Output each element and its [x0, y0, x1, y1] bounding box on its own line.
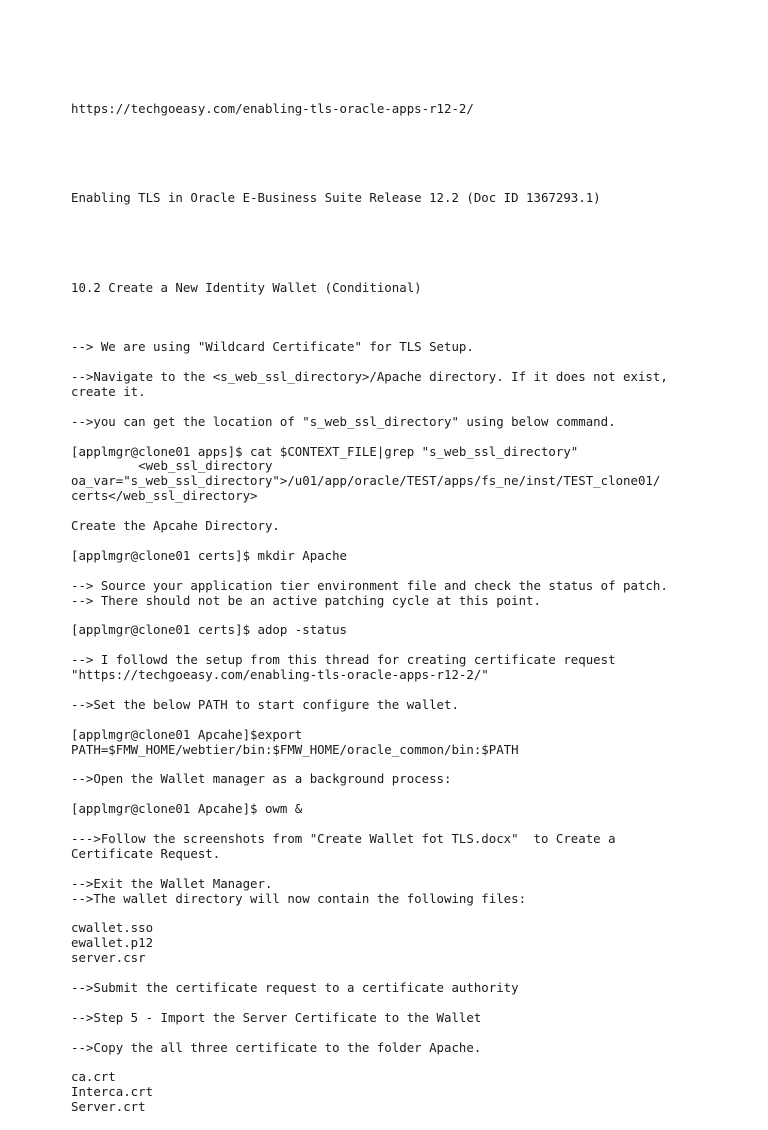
section-title-line: [71, 251, 711, 326]
text-line: --> There should not be an active patching cycle at this point.: [71, 592, 541, 608]
document-title-line: [71, 161, 711, 236]
text-line: -->Navigate to the <s_web_ssl_directory>/Apache directory. If it does not exist,: [71, 369, 668, 385]
text-line: Certificate Request.: [71, 845, 221, 861]
text-line: [applmgr@clone01 apps]$ cat $CONTEXT_FILE|grep "s_web_ssl_directory": [71, 443, 579, 459]
text-line: --> Source your application tier environment file and check the status of patch.: [71, 577, 668, 593]
paragraph: [71, 1011, 711, 1026]
paragraph: [71, 1041, 711, 1056]
paragraph: [71, 445, 711, 505]
text-line: certs</web_ssl_directory>: [71, 488, 258, 504]
paragraph: [71, 802, 711, 817]
text-line: --->Follow the screenshots from "Create Wallet fot TLS.docx" to Create a: [71, 830, 616, 846]
paragraph: [71, 415, 711, 430]
text-line: --> We are using "Wildcard Certificate" for TLS Setup.: [71, 339, 474, 355]
section-title-text: 10.2 Create a New Identity Wallet (Conditional): [71, 279, 422, 295]
document-title-text: Enabling TLS in Oracle E-Business Suite Release 12.2 (Doc ID 1367293.1): [71, 190, 601, 206]
text-line: -->Exit the Wallet Manager.: [71, 875, 273, 891]
text-line: -->you can get the location of "s_web_ssl_directory" using below command.: [71, 413, 616, 429]
document-page: [71, 72, 711, 1130]
paragraph: [71, 832, 711, 862]
source-url-text: https://techgoeasy.com/enabling-tls-oracle-apps-r12-2/: [71, 100, 474, 116]
text-line: cwallet.sso: [71, 920, 154, 936]
text-line: create it.: [71, 383, 146, 399]
text-line: <web_ssl_directory: [71, 458, 273, 474]
text-line: -->Set the below PATH to start configure the wallet.: [71, 696, 459, 712]
paragraph: [71, 653, 711, 683]
text-line: ca.crt: [71, 1069, 116, 1085]
text-line: -->Submit the certificate request to a certificate authority: [71, 979, 519, 995]
paragraph: [71, 340, 711, 355]
paragraph: [71, 877, 711, 907]
paragraph: [71, 981, 711, 996]
source-url-line: [71, 72, 711, 147]
text-line: Server.crt: [71, 1099, 146, 1115]
paragraph: [71, 623, 711, 638]
paragraph: [71, 921, 711, 966]
paragraph: [71, 772, 711, 787]
text-line: server.csr: [71, 950, 146, 966]
text-line: -->Step 5 - Import the Server Certificate to the Wallet: [71, 1009, 482, 1025]
text-line: -->Open the Wallet manager as a background process:: [71, 771, 452, 787]
paragraph: [71, 549, 711, 564]
text-line: [applmgr@clone01 Apcahe]$ owm &: [71, 801, 303, 817]
text-line: -->The wallet directory will now contain the following files:: [71, 890, 527, 906]
paragraph: [71, 579, 711, 609]
text-line: -->Copy the all three certificate to the folder Apache.: [71, 1039, 482, 1055]
text-line: PATH=$FMW_HOME/webtier/bin:$FMW_HOME/oracle_common/bin:$PATH: [71, 741, 519, 757]
paragraph: [71, 728, 711, 758]
text-line: oa_var="s_web_ssl_directory">/u01/app/oracle/TEST/apps/fs_ne/inst/TEST_clone01/: [71, 473, 661, 489]
text-line: ewallet.p12: [71, 935, 154, 951]
body-paragraphs: [71, 340, 711, 1115]
paragraph: [71, 519, 711, 534]
text-line: "https://techgoeasy.com/enabling-tls-oracle-apps-r12-2/": [71, 667, 489, 683]
text-line: [applmgr@clone01 certs]$ adop -status: [71, 622, 348, 638]
paragraph: [71, 1070, 711, 1115]
text-line: Create the Apcahe Directory.: [71, 518, 280, 534]
text-line: [applmgr@clone01 certs]$ mkdir Apache: [71, 547, 348, 563]
text-line: --> I followd the setup from this thread for creating certificate request: [71, 652, 616, 668]
paragraph: [71, 698, 711, 713]
text-line: [applmgr@clone01 Apcahe]$export: [71, 726, 303, 742]
text-line: Interca.crt: [71, 1084, 154, 1100]
paragraph: [71, 370, 711, 400]
